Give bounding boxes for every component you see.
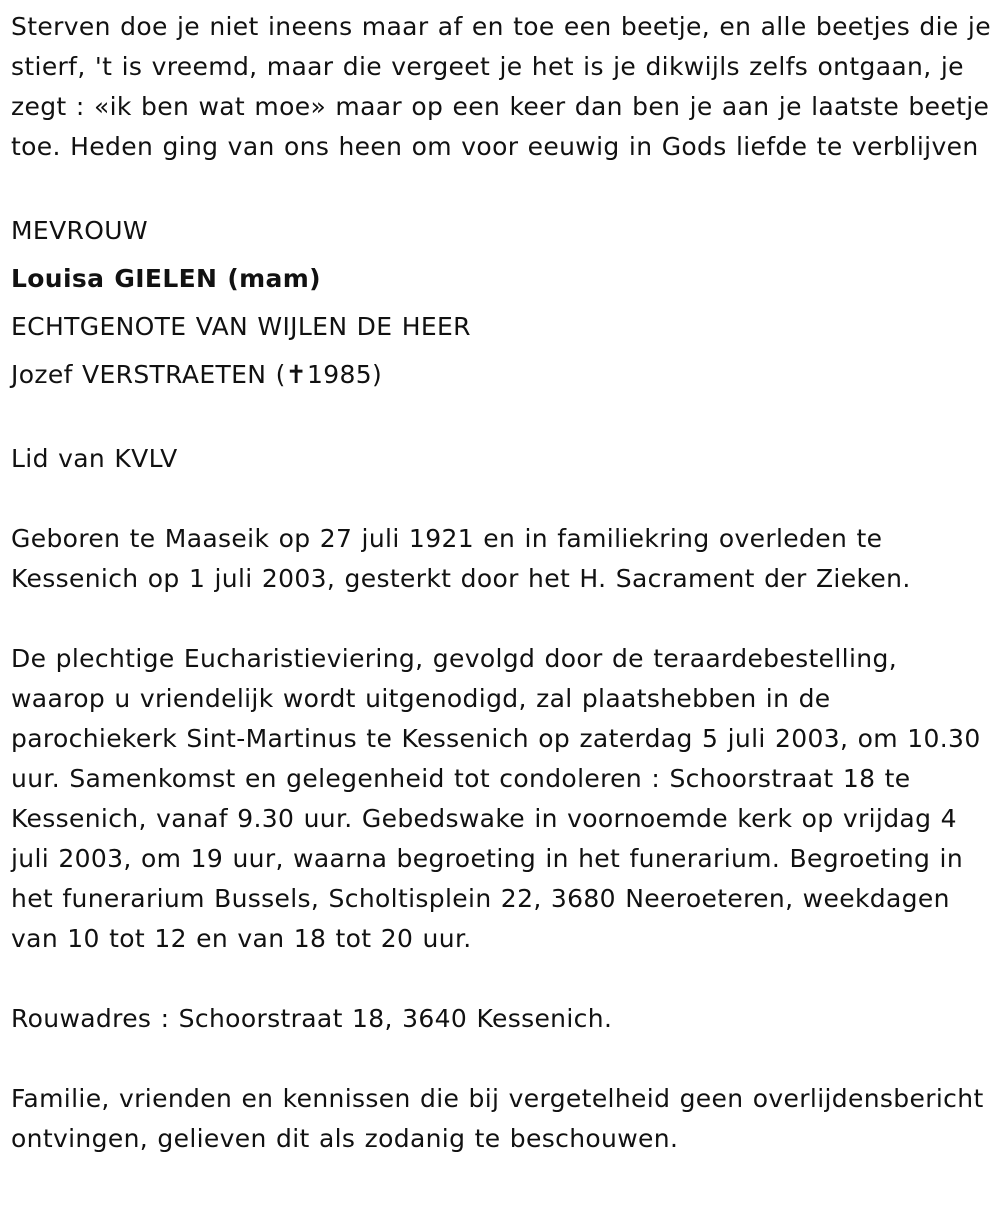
spouse-label: ECHTGENOTE VAN WIJLEN DE HEER [11, 312, 471, 341]
deceased-title: MEVROUW [11, 216, 148, 245]
ceremony-paragraph: De plechtige Eucharistieviering, gevolgd door de teraardebestelling, waarop u vriendelijk wordt uitgenodigd, zal plaatshebben in de parochiekerk Sint-Martinus te Kessenich op zaterdag 5 juli 2003, om 10.30 uur. Samenkomst en gelegenheid tot condoleren : Schoorstraat 18 te Kessenich, vanaf 9.30 uur. Gebedswake in voornoemde kerk op vrijdag 4 juli 2003, om 19 uur, waarna begroeting in het funerarium. Begroeting in het funerarium Bussels, Scholtisplein 22, 3680 Neeroeteren, weekdagen van 10 tot 12 en van 18 tot 20 uur. [11, 644, 981, 953]
closing-paragraph: Familie, vrienden en kennissen die bij vergetelheid geen overlijdensbericht ontvingen, gelieven dit als zodanig te beschouwen. [11, 1084, 984, 1153]
deceased-name: Louisa GIELEN (mam) [11, 264, 321, 293]
obituary-document [11, 7, 991, 1199]
deceased-block [11, 207, 991, 399]
membership-paragraph: Lid van KVLV [11, 444, 178, 473]
birth-death-paragraph: Geboren te Maaseik op 27 juli 1921 en in familiekring overleden te Kessenich op 1 juli 2003, gesterkt door het H. Sacrament der Zieken. [11, 524, 911, 593]
mourning-address-paragraph: Rouwadres : Schoorstraat 18, 3640 Kessenich. [11, 1004, 613, 1033]
intro-paragraph: Sterven doe je niet ineens maar af en toe een beetje, en alle beetjes die je stierf, 't is vreemd, maar die vergeet je het is je dikwijls zelfs ontgaan, je zegt : «ik ben wat moe» maar op een keer dan ben je aan je laatste beetje toe. Heden ging van ons heen om voor eeuwig in Gods liefde te verblijven [11, 12, 991, 161]
spouse-name: Jozef VERSTRAETEN (✝1985) [11, 360, 383, 389]
